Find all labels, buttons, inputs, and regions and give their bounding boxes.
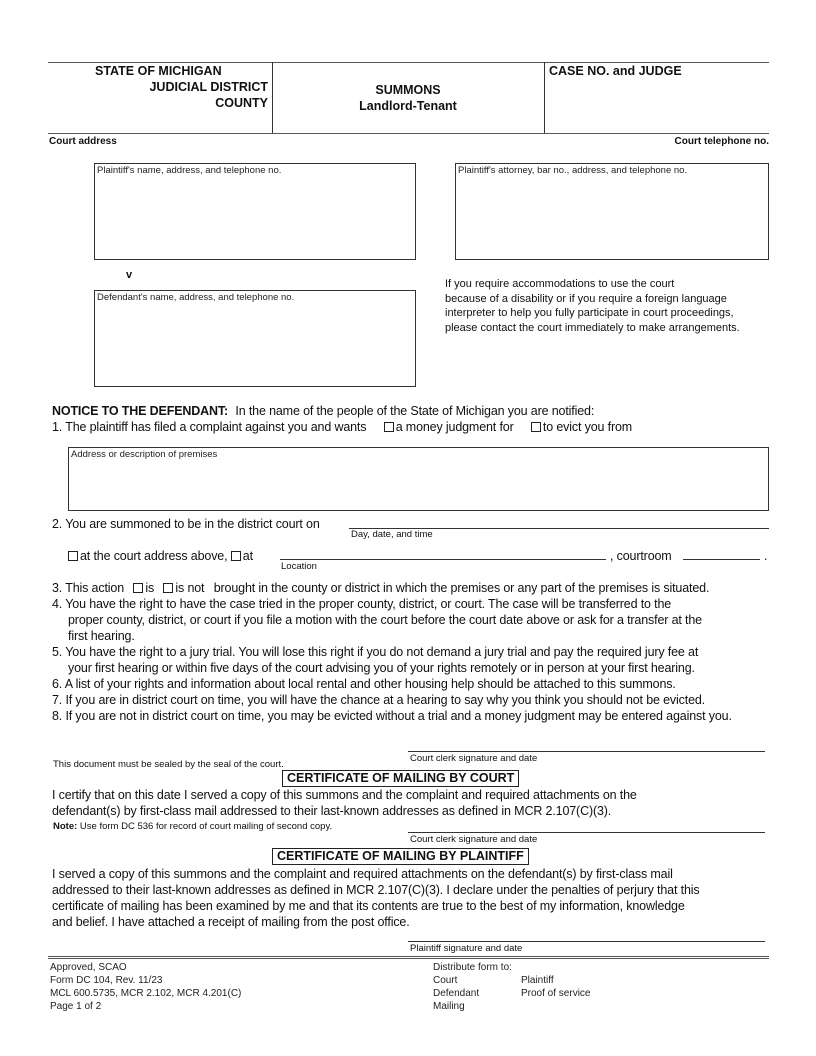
notice-item-1 (52, 419, 632, 435)
footer-approved: Approved, SCAO (50, 962, 127, 973)
item3-post: brought in the county or district in which the premises or any part of the premises is situated. (213, 581, 710, 595)
distribute-mailing: Mailing (433, 1001, 465, 1012)
action-is-label: is (145, 581, 155, 595)
notice-item-5 (52, 644, 698, 676)
footer-statutes: MCL 600.5735, MCR 2.102, MCR 4.201(C) (50, 988, 242, 999)
courtroom-label: , courtroom (610, 549, 672, 563)
notice-heading-line (52, 403, 594, 419)
court-address-option-label: at the court address above, (80, 549, 228, 563)
action-is-not-checkbox[interactable] (163, 583, 173, 593)
distribute-plaintiff: Plaintiff (521, 975, 554, 986)
defendant-field[interactable] (94, 290, 416, 387)
notice-item-8: 8. If you are not in district court on time, you may be evicted without a trial and a money judgment may be entered against you. (52, 709, 732, 723)
footer-page-number: Page 1 of 2 (50, 1001, 102, 1012)
cert-plaintiff-title: CERTIFICATE OF MAILING BY PLAINTIFF (272, 848, 529, 865)
distribute-label: Distribute form to: (433, 962, 512, 973)
item1-text: 1. The plaintiff has filed a complaint against you and wants (52, 420, 367, 434)
clerk-signature-label: Court clerk signature and date (410, 753, 538, 764)
distribute-defendant: Defendant (433, 988, 480, 999)
cert-plaintiff-body (52, 866, 699, 930)
accommodations-line: please contact the court immediately to make arrangements. (445, 321, 740, 334)
cert-court-clerk-signature-field[interactable] (408, 832, 765, 833)
cert-court-line: I certify that on this date I served a copy of this summons and the complaint and required attachments on the (52, 788, 637, 802)
footer-rule (48, 956, 769, 959)
accommodations-line: If you require accommodations to use the court (445, 278, 675, 290)
header-top-rule (48, 62, 769, 63)
courtroom-period: . (764, 549, 768, 563)
clerk-signature-field[interactable] (408, 751, 765, 752)
versus-label: v (126, 269, 133, 281)
day-date-time-label: Day, date, and time (351, 529, 433, 540)
cert-plaintiff-line: addressed to their last-known addresses as defined in MCR 2.107(C)(3). I declare under the penalties of perjury that this (52, 883, 700, 897)
cert-court-note-label: Note: (53, 821, 78, 832)
seal-note: This document must be sealed by the seal of the court. (53, 759, 284, 770)
notice-item-7: 7. If you are in district court on time, you will have the chance at a hearing to say why you think you should not be evicted. (52, 693, 706, 707)
plaintiff-attorney-field[interactable] (455, 163, 769, 260)
court-telephone-label: Court telephone no. (674, 136, 769, 147)
header-bottom-rule (48, 133, 769, 134)
location-field[interactable] (280, 559, 606, 560)
form-subtitle: Landlord-Tenant (359, 99, 457, 113)
evict-checkbox[interactable] (531, 422, 541, 432)
other-location-option-label: at (242, 549, 253, 563)
location-label: Location (281, 561, 317, 572)
cert-plaintiff-line: certificate of mailing has been examined by me and that its contents are true to the best of my information, knowledge (52, 899, 685, 913)
cert-plaintiff-line: and belief. I have attached a receipt of mailing from the post office. (52, 915, 410, 929)
defendant-field-label: Defendant's name, address, and telephone no. (97, 292, 295, 303)
money-judgment-checkbox[interactable] (384, 422, 394, 432)
evict-label: to evict you from (542, 420, 633, 434)
notice-item-2-location-line (68, 548, 253, 564)
county-label: COUNTY (215, 96, 268, 110)
court-address-checkbox[interactable] (68, 551, 78, 561)
cert-court-body (52, 787, 637, 819)
cert-court-note (53, 821, 332, 832)
plaintiff-attorney-field-label: Plaintiff's attorney, bar no., address, and telephone no. (458, 165, 688, 176)
accommodations-line: interpreter to help you fully participate in court proceedings, (445, 307, 734, 319)
premises-field[interactable] (68, 447, 769, 511)
header-divider-2 (544, 62, 545, 133)
item4-line: 4. You have the right to have the case tried in the proper county, district, or court. The case will be transferred to the (52, 597, 672, 611)
cert-court-note-text: Use form DC 536 for record of court mailing of second copy. (79, 821, 333, 832)
plaintiff-field[interactable] (94, 163, 416, 260)
distribute-proof-of-service: Proof of service (521, 988, 591, 999)
item5-line: 5. You have the right to a jury trial. You will lose this right if you do not demand a jury trial and pay the required jury fee at (52, 645, 699, 659)
judicial-district-label: JUDICIAL DISTRICT (149, 80, 268, 94)
footer-form-number: Form DC 104, Rev. 11/23 (50, 975, 163, 986)
item5-line: your first hearing or within five days of the court advising you of your rights remotely or in person at your first hearing. (68, 661, 695, 675)
court-address-label: Court address (49, 136, 117, 147)
form-title: SUMMONS (375, 83, 441, 97)
action-is-checkbox[interactable] (133, 583, 143, 593)
other-location-checkbox[interactable] (231, 551, 241, 561)
distribute-court: Court (433, 975, 458, 986)
item3-pre: 3. This action (52, 581, 125, 595)
item4-line: proper county, district, or court if you file a motion with the court before the court date above or ask for a transfer at the (68, 613, 702, 627)
notice-item-3 (52, 580, 709, 596)
notice-intro: In the name of the people of the State of Michigan you are notified: (235, 404, 595, 418)
cert-plaintiff-line: I served a copy of this summons and the complaint and required attachments on the defendant(s) by first-class mail (52, 867, 673, 881)
accommodations-line: because of a disability or if you require a foreign language (445, 292, 727, 305)
distribution-list (433, 961, 590, 1013)
premises-field-label: Address or description of premises (71, 449, 218, 460)
plaintiff-field-label: Plaintiff's name, address, and telephone no. (97, 165, 282, 176)
header-divider-1 (272, 62, 273, 133)
courtroom-field[interactable] (683, 559, 760, 560)
plaintiff-signature-label: Plaintiff signature and date (410, 943, 523, 954)
notice-item-4 (52, 596, 702, 644)
plaintiff-signature-field[interactable] (408, 941, 765, 942)
action-is-not-label: is not (175, 581, 205, 595)
notice-item-6: 6. A list of your rights and information about local rental and other housing help should be attached to this summons. (52, 677, 676, 691)
footer-form-info (50, 961, 241, 1013)
money-judgment-label: a money judgment for (395, 420, 514, 434)
case-number-judge-field[interactable]: CASE NO. and JUDGE (549, 64, 682, 78)
notice-item-2 (52, 516, 320, 532)
accommodations-notice (445, 277, 740, 335)
cert-court-title: CERTIFICATE OF MAILING BY COURT (282, 770, 519, 787)
notice-heading: NOTICE TO THE DEFENDANT: (52, 404, 229, 418)
court-state-label: STATE OF MICHIGAN (95, 64, 222, 78)
item4-line: first hearing. (68, 629, 135, 643)
cert-court-line: defendant(s) by first-class mail addressed to their last-known addresses as defined in MCR 2.107(C)(3). (52, 804, 612, 818)
cert-court-clerk-signature-label: Court clerk signature and date (410, 834, 538, 845)
item2-text: 2. You are summoned to be in the district court on (52, 517, 320, 531)
